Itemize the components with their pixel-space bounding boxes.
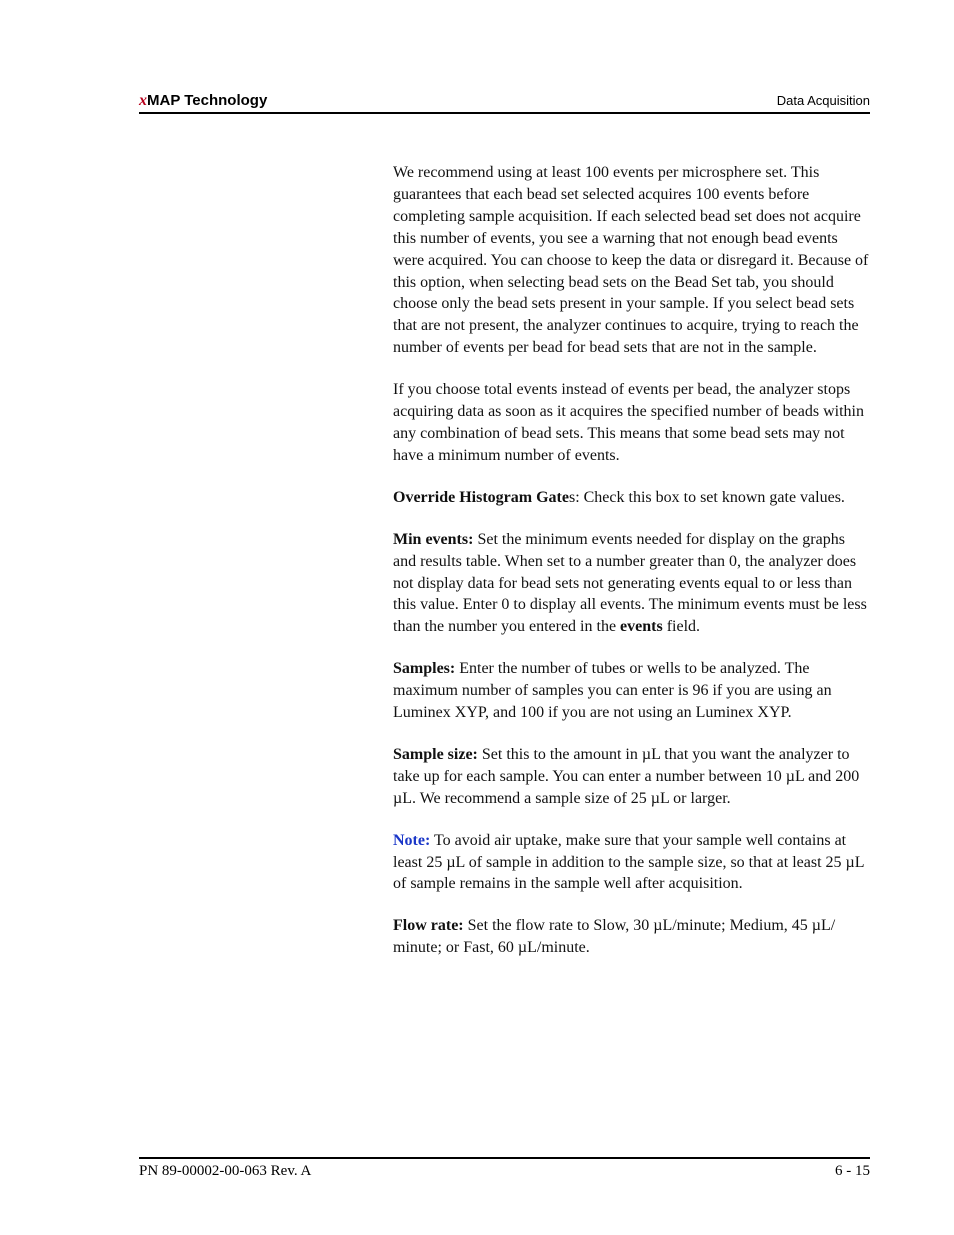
- min-events-tail: field.: [662, 618, 701, 636]
- paragraph-flow-rate: [393, 915, 869, 959]
- override-label: Override Histogram Gate: [393, 488, 569, 506]
- paragraph-override-histogram: [393, 487, 869, 509]
- sample-size-label: Sample size:: [393, 745, 478, 763]
- flow-rate-label: Flow rate:: [393, 917, 464, 935]
- override-text: : Check this box to set known gate values.: [575, 488, 845, 506]
- note-label: Note:: [393, 831, 431, 849]
- page-number: 6 - 15: [835, 1163, 870, 1179]
- page-header: [139, 90, 870, 114]
- min-events-text: Set the minimum events needed for display on the graphs and results table. When set to a number greater than 0, the analyzer does not display data for bead sets not generating events equal to or less than this value. Enter 0 to display all events. The minimum events must be less than the number you entered in the: [393, 530, 867, 636]
- flow-rate-text: Set the flow rate to Slow, 30 µL/minute; Medium, 45 µL/ minute; or Fast, 60 µL/minute.: [393, 917, 836, 957]
- samples-label: Samples:: [393, 660, 456, 678]
- override-label-tail: s: [568, 488, 576, 506]
- paragraph-min-events: [393, 529, 869, 639]
- samples-text: Enter the number of tubes or wells to be analyzed. The maximum number of samples you can enter is 96 if you are using an Luminex XYP, and 100 if you are not using an Luminex XYP.: [393, 660, 832, 722]
- note-text: To avoid air uptake, make sure that your sample well contains at least 25 µL of sample in addition to the sample size, so that at least 25 µL of sample remains in the sample well after acquisition.: [393, 831, 864, 893]
- brand-prefix: x: [139, 92, 147, 109]
- section-title: Data Acquisition: [776, 93, 870, 108]
- events-field-word: events: [620, 618, 663, 636]
- page-footer: [139, 1157, 870, 1179]
- paragraph-total-events: If you choose total events instead of events per bead, the analyzer stops acquiring data as soon as it acquires the specified number of beads within any combination of bead sets. This means that some bead sets may not have a minimum number of events.: [393, 381, 864, 464]
- part-number: PN 89-00002-00-063 Rev. A: [139, 1163, 312, 1179]
- brand-title: [139, 92, 267, 110]
- min-events-label: Min events:: [393, 530, 474, 548]
- brand-name: MAP Technology: [147, 92, 268, 109]
- paragraph-sample-size: [393, 744, 869, 810]
- paragraph-samples: [393, 658, 869, 724]
- paragraph-events-per-bead: We recommend using at least 100 events per microsphere set. This guarantees that each bead set selected acquires 100 events before completing sample acquisition. If each selected bead set does not acquire this number of events, you see a warning that not enough bead events were acquired. You can choose to keep the data or disregard it. Because of this option, when selecting bead sets on the Bead Set tab, you should choose only the bead sets present in your sample. If you select bead sets that are not present, the analyzer continues to acquire, trying to reach the number of events per bead for bead sets that are not in the sample.: [393, 164, 869, 357]
- main-content: [393, 162, 869, 979]
- sample-size-text: Set this to the amount in µL that you want the analyzer to take up for each sample. You can enter a number between 10 µL and 200 µL. We recommend a sample size of 25 µL or larger.: [393, 745, 860, 807]
- paragraph-note: [393, 830, 869, 896]
